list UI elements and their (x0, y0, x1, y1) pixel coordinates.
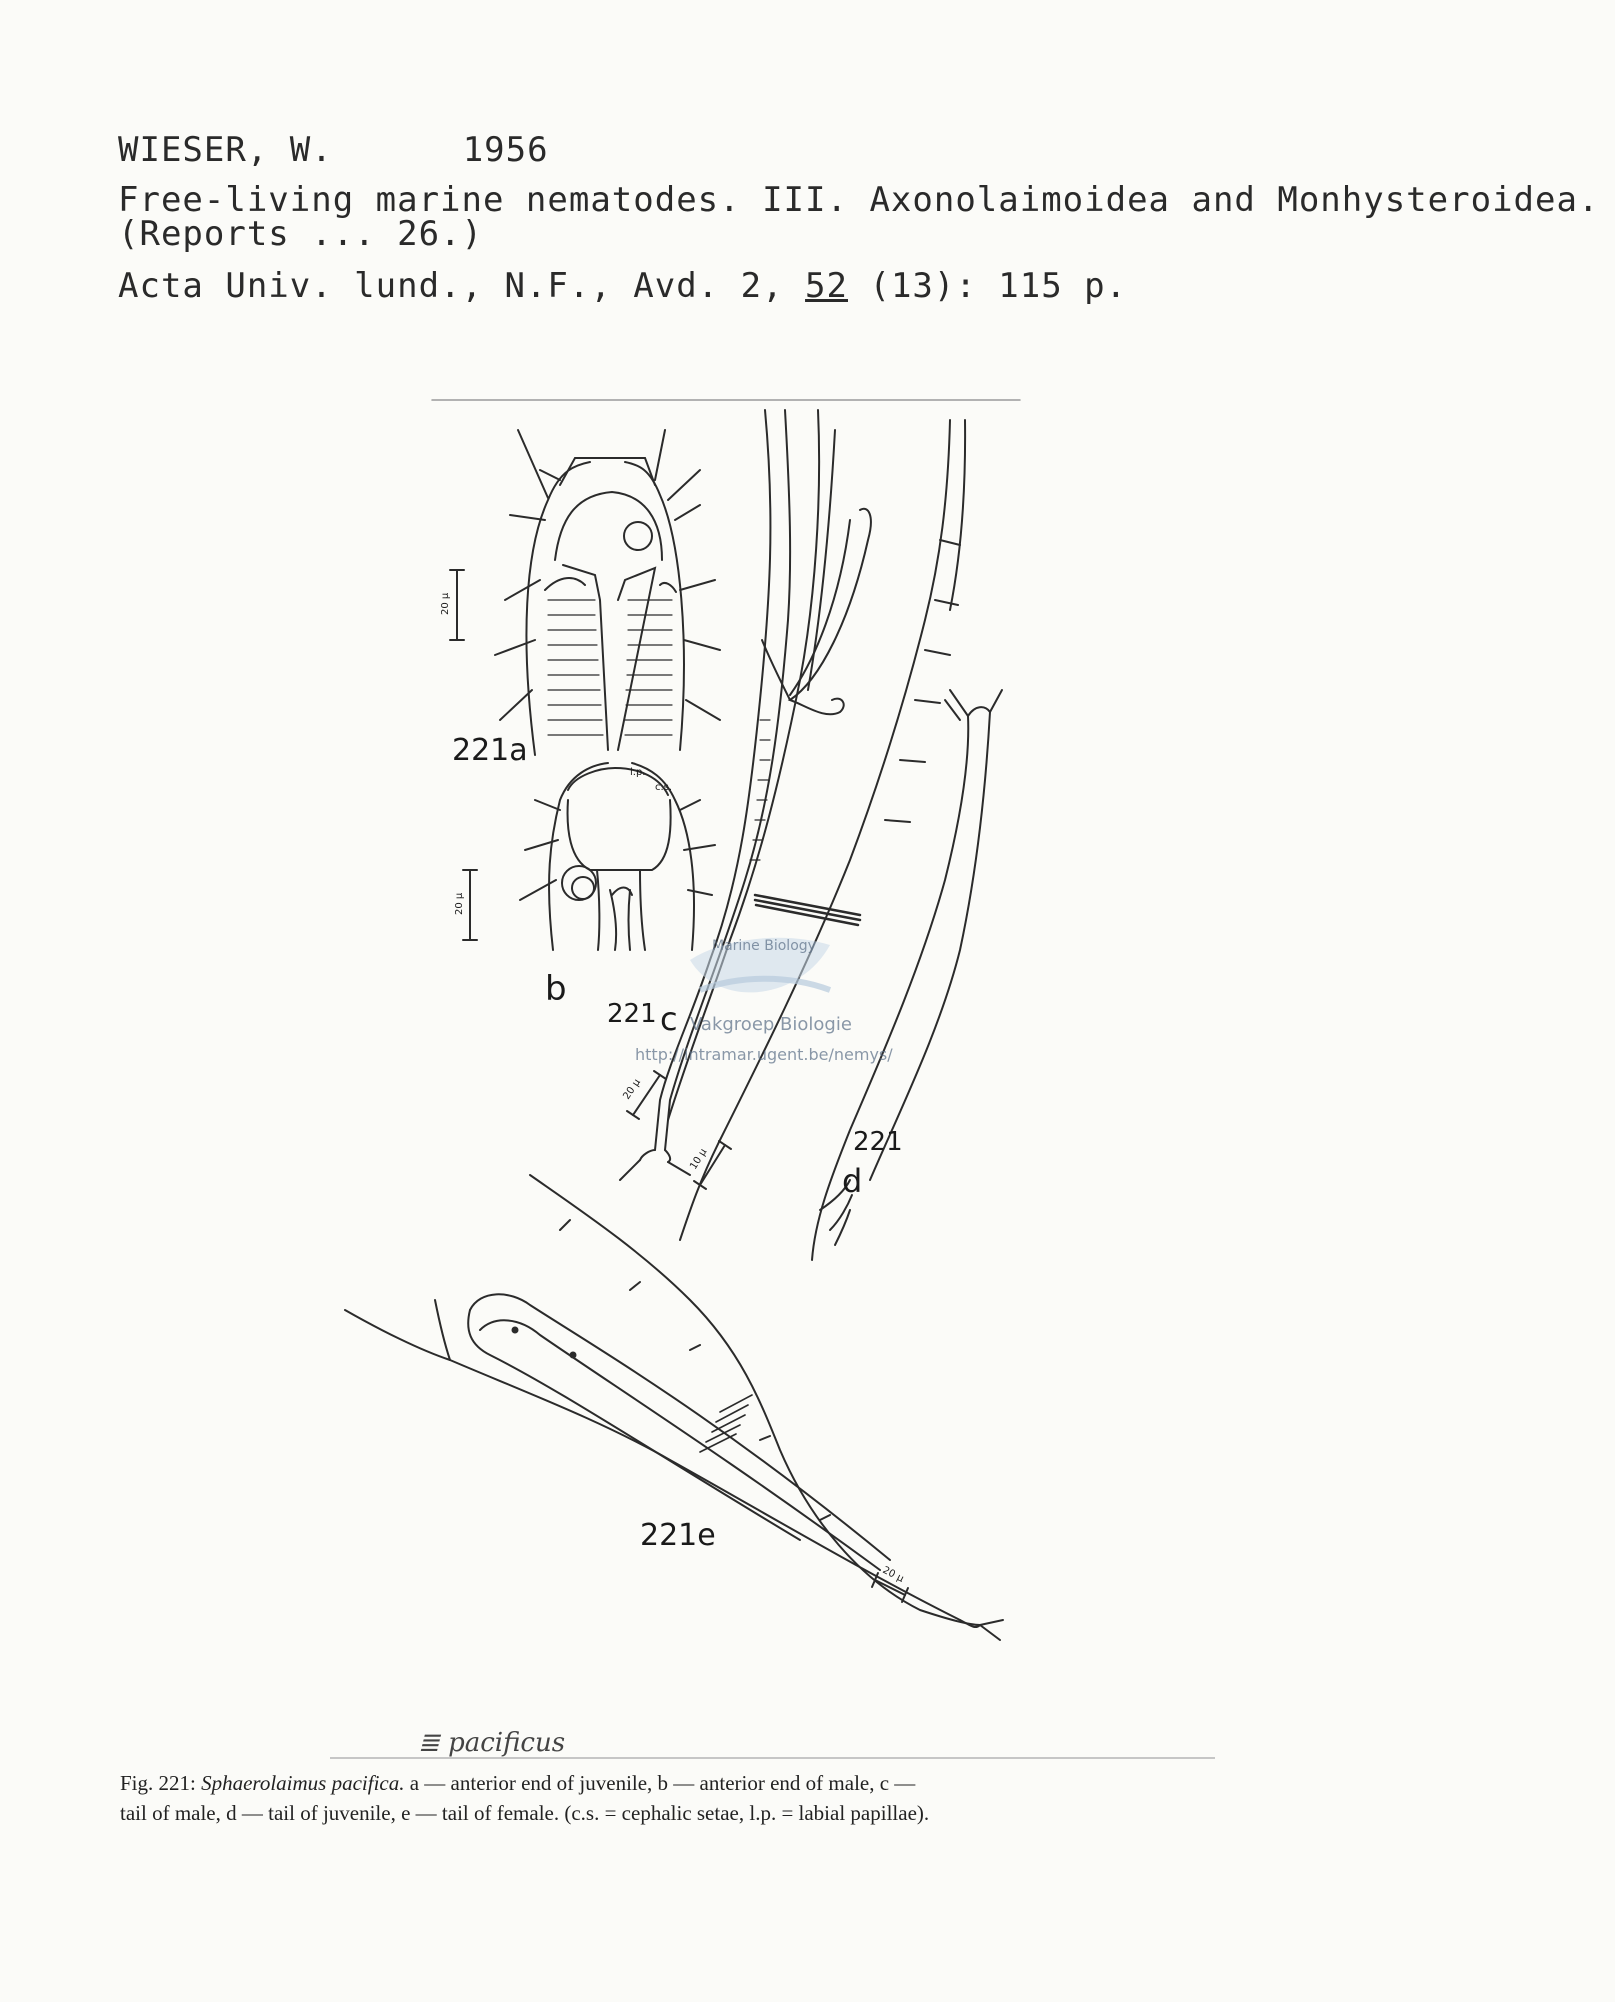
scale-label-d: 10 µ (688, 1146, 710, 1172)
label-b: b (545, 969, 567, 1009)
figure-caption (120, 1768, 1210, 1828)
reference-title: Free-living marine nematodes. III. Axonolaimoidea and Monhysteroidea. (118, 180, 1600, 220)
watermark-title: Marine Biology (712, 938, 816, 954)
caption-species: Sphaerolaimus pacifica. (201, 1771, 405, 1795)
scale-label-e: 20 µ (880, 1564, 906, 1585)
drawing-221b (463, 763, 715, 950)
drawing-221e (345, 1175, 1003, 1640)
caption-text1: a — anterior end of juvenile, b — anterior end of male, c — (409, 1771, 916, 1795)
reference-series: (Reports ... 26.) (118, 214, 483, 254)
label-221-d-number: 221 (853, 1127, 903, 1157)
scale-label-c: 20 µ (621, 1077, 643, 1102)
scale-label-a: 20 µ (440, 592, 451, 615)
caption-text2: tail of male, d — tail of juvenile, e — tail of female. (c.s. = cephalic setae, l.p. = labial papillae). (120, 1801, 930, 1825)
handwritten-species: pacificus (448, 1728, 566, 1758)
label-221a: 221a (452, 733, 528, 768)
label-221e: 221e (640, 1518, 716, 1553)
watermark-url: http://intramar.ugent.be/nemys/ (635, 1045, 893, 1064)
drawing-221c (620, 410, 871, 1180)
volume: 52 (805, 266, 848, 306)
annotation-lp: l.p. (630, 767, 646, 778)
handwritten-annotation: ≣ pacificus (418, 1728, 566, 1758)
label-221-c-number: 221 (607, 999, 657, 1029)
drawing-221a (450, 430, 720, 755)
journal-prefix: Acta Univ. lund., N.F., Avd. 2, (118, 266, 784, 306)
label-c: c (660, 1000, 678, 1038)
journal-suffix: (13): 115 p. (869, 266, 1128, 306)
watermark-sub: Vakgroep Biologie (690, 1014, 852, 1035)
annotation-cs: c.s. (655, 782, 673, 793)
scale-label-b: 20 µ (454, 892, 465, 915)
label-d: d (842, 1162, 863, 1200)
caption-fig: Fig. 221: (120, 1771, 196, 1795)
drawing-221d (680, 420, 1002, 1260)
author: WIESER, W. (118, 130, 333, 170)
year: 1956 (462, 130, 549, 170)
